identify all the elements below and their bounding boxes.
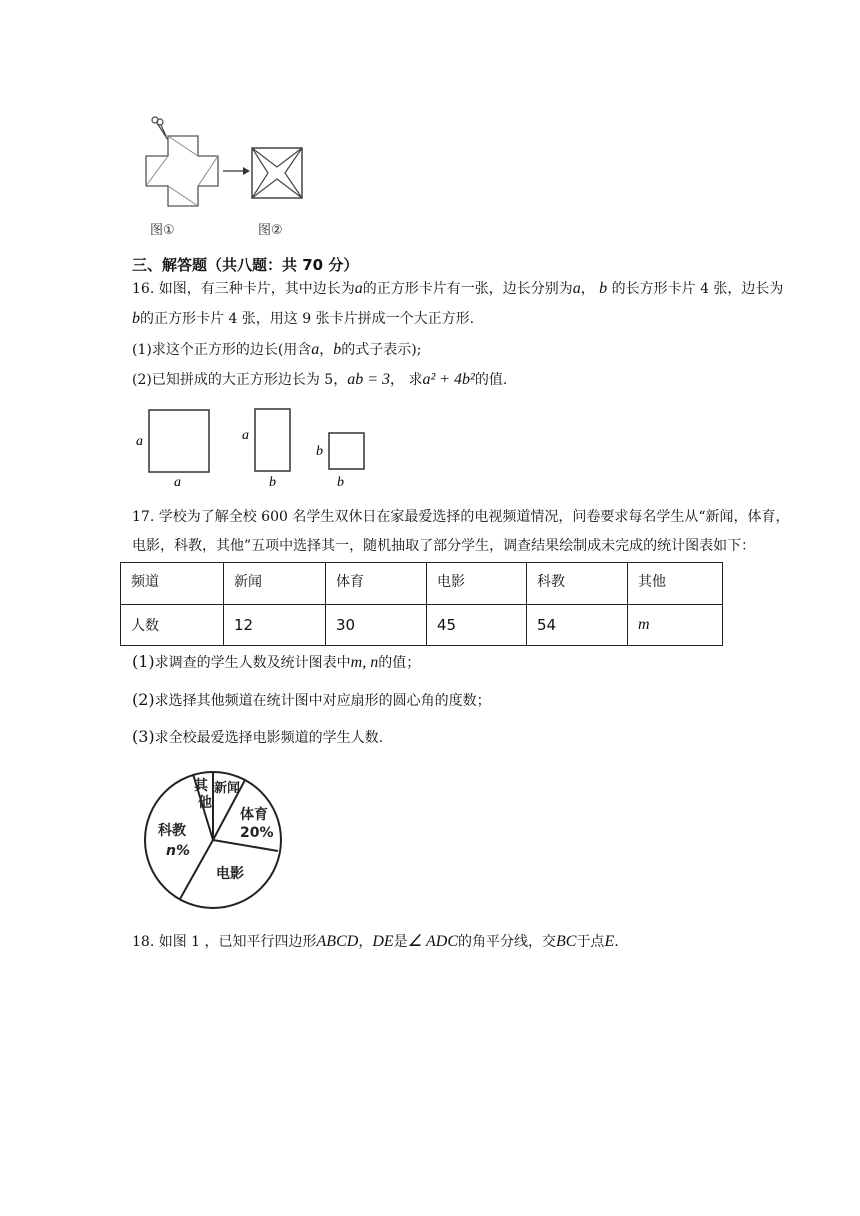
pie-label-science: 科教 bbox=[158, 823, 186, 839]
q17-part1-text: 求调查的学生人数及统计图表中 bbox=[154, 655, 351, 671]
q16-line1 bbox=[132, 278, 783, 298]
cards-figure bbox=[130, 405, 380, 490]
label-a: a bbox=[174, 475, 181, 490]
part-number: (1) bbox=[132, 652, 155, 671]
math-expression: DE bbox=[372, 933, 394, 950]
q17-part1 bbox=[132, 652, 420, 672]
arrow-right-icon bbox=[223, 167, 250, 175]
cut-paper-figure bbox=[140, 112, 320, 212]
q17-line1: 17. 学校为了解全校 600 名学生双休日在家最爱选择的电视频道情况，问卷要求每名学生从“新闻，体育， bbox=[132, 509, 790, 525]
q17-part2 bbox=[132, 690, 491, 710]
table-cell: 科教 bbox=[527, 563, 628, 605]
math-expression: ABCD bbox=[316, 933, 359, 950]
separator: ， bbox=[580, 281, 595, 297]
math-expression: ab = 3 bbox=[347, 371, 390, 388]
q16-text: 16. 如图，有三种卡片，其中边长为 bbox=[132, 281, 355, 297]
pie-label-sports-pct: 20% bbox=[240, 825, 274, 841]
section-heading: 三、解答题（共八题：共 70 分） bbox=[132, 256, 359, 274]
square-shape bbox=[252, 148, 302, 198]
table-cell: 电影 bbox=[427, 563, 527, 605]
table-cell: 54 bbox=[527, 605, 628, 646]
separator: ， bbox=[319, 342, 334, 358]
label-b: b bbox=[316, 444, 323, 459]
label-b: b bbox=[269, 475, 276, 490]
q18-line bbox=[132, 931, 619, 951]
q16-part2-text: (2)已知拼成的大正方形边长为 5， bbox=[132, 372, 348, 388]
table-cell: m bbox=[628, 605, 723, 646]
square-card-b bbox=[329, 433, 364, 469]
pie-label-sports: 体育 bbox=[240, 807, 268, 823]
q17-part3-text: 求全校最爱选择电影频道的学生人数. bbox=[154, 730, 384, 746]
q18-text: 18. 如图 1 ，已知平行四边形 bbox=[132, 934, 317, 950]
math-expression: m, n bbox=[350, 654, 379, 671]
pie-label-other: 其 bbox=[194, 778, 208, 794]
var-a: a bbox=[311, 341, 320, 358]
table-header-row bbox=[121, 563, 723, 605]
label-a: a bbox=[242, 428, 249, 443]
q18-text: 于点 bbox=[576, 934, 605, 950]
part-number: (2) bbox=[132, 690, 155, 709]
q17-line2: 电影，科教，其他”五项中选择其一，随机抽取了部分学生，调查结果绘制成未完成的统计图表如下： bbox=[132, 538, 756, 554]
q16-text: 的正方形卡片有一张，边长分别为 bbox=[362, 281, 573, 297]
q17-part3 bbox=[132, 727, 383, 747]
q17-part2-text: 求选择其他频道在统计图中对应扇形的圆心角的度数； bbox=[154, 693, 491, 709]
table-cell: 45 bbox=[427, 605, 527, 646]
table-row bbox=[121, 605, 723, 646]
q18-text: . bbox=[614, 934, 619, 950]
q16-part2-text: ， 求 bbox=[390, 372, 423, 388]
var-a: a bbox=[354, 280, 363, 297]
math-expression: BC bbox=[555, 933, 577, 950]
q18-text: ， bbox=[358, 934, 373, 950]
math-expression: ∠ ADC bbox=[407, 933, 458, 950]
var-b: b bbox=[132, 310, 140, 327]
pie-label-news: 新闻 bbox=[214, 781, 241, 796]
figure-caption-1: 图① bbox=[150, 223, 175, 238]
label-a: a bbox=[136, 434, 143, 449]
channel-table bbox=[120, 562, 723, 646]
pie-label-science-pct: n% bbox=[166, 843, 190, 859]
table-cell: 频道 bbox=[121, 563, 224, 605]
pie-divider bbox=[213, 840, 278, 851]
q17-part1-text: 的值； bbox=[378, 655, 421, 671]
pie-chart-figure bbox=[128, 765, 298, 915]
table-cell: 30 bbox=[326, 605, 427, 646]
q16-part1 bbox=[132, 339, 421, 359]
scissors-icon bbox=[152, 117, 168, 140]
part-number: (3) bbox=[132, 727, 155, 746]
table-cell: 体育 bbox=[326, 563, 427, 605]
pie-label-other: 他 bbox=[198, 795, 212, 811]
var-b: b bbox=[599, 280, 608, 297]
q16-part1-text: 的式子表示); bbox=[341, 342, 422, 358]
math-expression: a² + 4b² bbox=[422, 371, 475, 388]
q16-text: 的长方形卡片 4 张，边长为 bbox=[611, 281, 784, 297]
q16-part1-text: (1)求这个正方形的边长(用含 bbox=[132, 342, 312, 358]
q16-line2 bbox=[132, 308, 474, 328]
q16-part2 bbox=[132, 369, 507, 389]
table-cell: 人数 bbox=[121, 605, 224, 646]
square-card-a bbox=[149, 410, 209, 472]
table-cell: 新闻 bbox=[224, 563, 326, 605]
figure-caption-2: 图② bbox=[258, 223, 283, 238]
q16-part2-text: 的值. bbox=[474, 372, 508, 388]
table-cell: 12 bbox=[224, 605, 326, 646]
q18-text: 的角平分线，交 bbox=[457, 934, 556, 950]
math-expression: E bbox=[604, 933, 615, 950]
q16-text: 的正方形卡片 4 张，用这 9 张卡片拼成一个大正方形. bbox=[140, 311, 475, 327]
pie-label-movie: 电影 bbox=[216, 866, 244, 882]
rect-card-ab bbox=[255, 409, 290, 471]
table-cell: 其他 bbox=[628, 563, 723, 605]
var-a: a bbox=[572, 280, 581, 297]
q18-text: 是 bbox=[393, 934, 408, 950]
label-b: b bbox=[337, 475, 344, 490]
var-b: b bbox=[333, 341, 342, 358]
